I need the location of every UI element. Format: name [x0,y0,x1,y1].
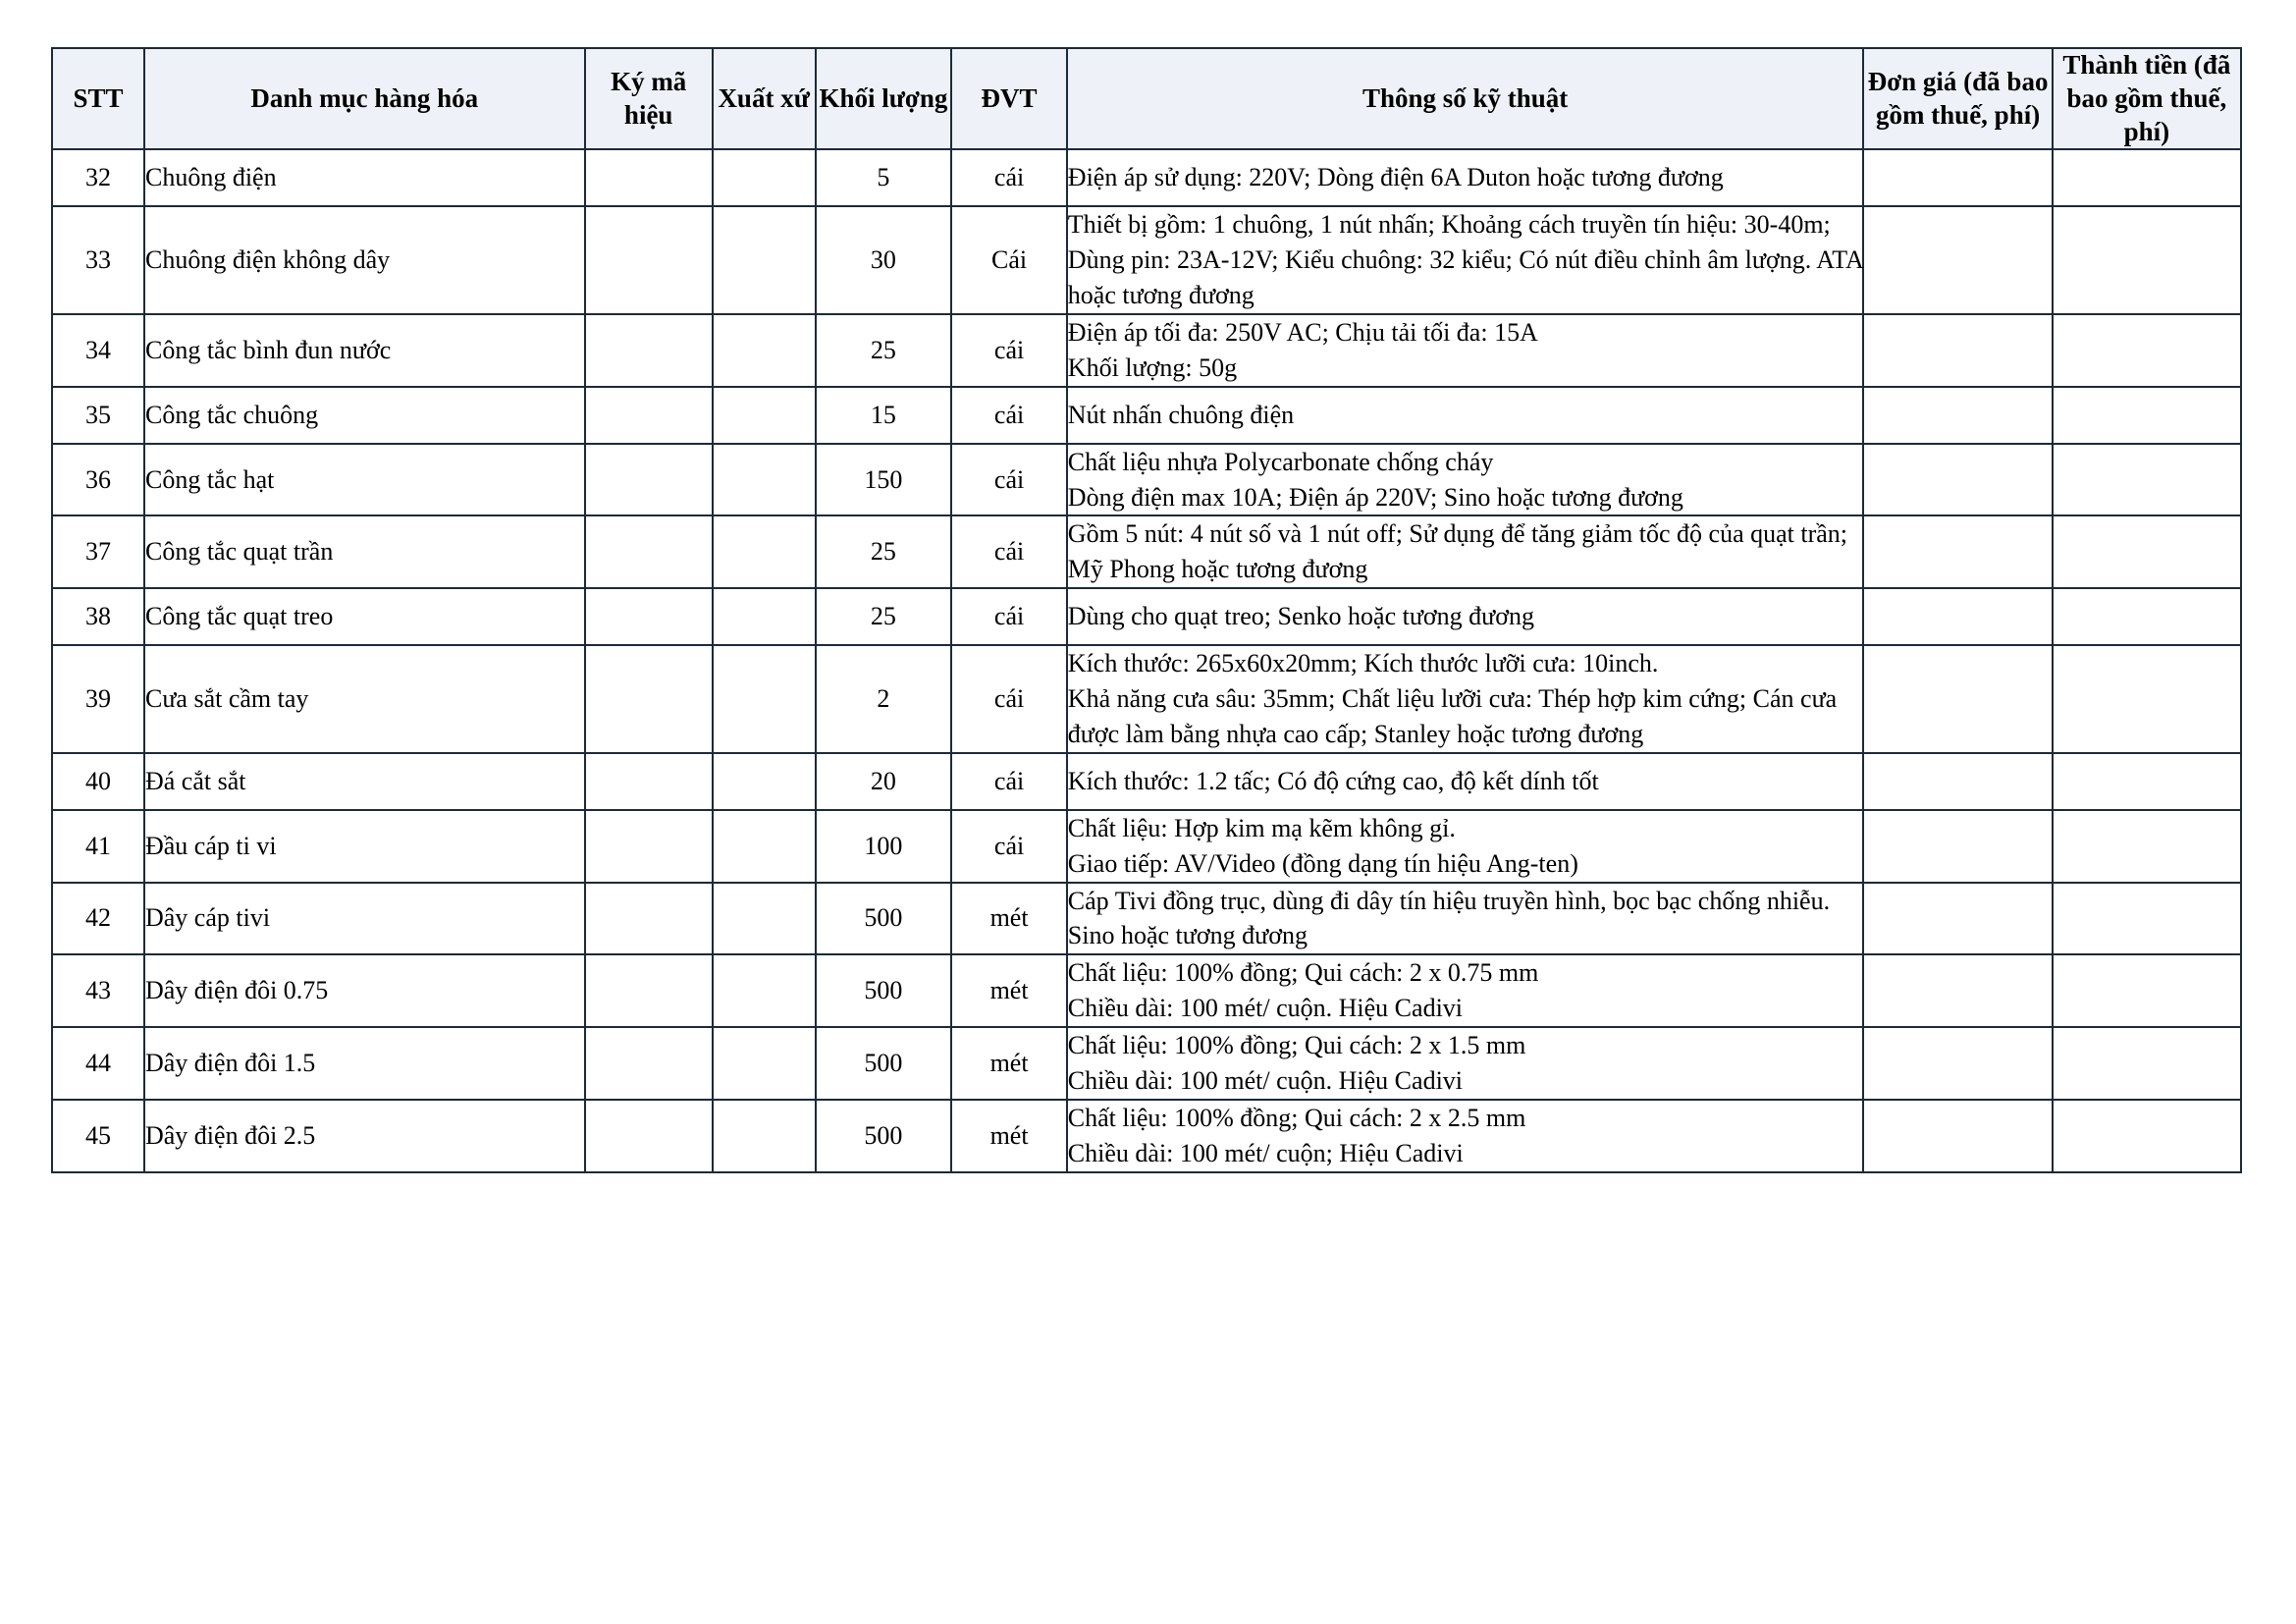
cell-unit: cái [951,753,1066,810]
header-name: Danh mục hàng hóa [144,48,585,149]
table-row [52,954,2241,1027]
spec-line: Chiều dài: 100 mét/ cuộn; Hiệu Cadivi [1067,1138,1464,1167]
cell-amount [2053,588,2241,645]
cell-code [585,1100,713,1172]
cell-quantity: 100 [816,810,952,883]
cell-amount [2053,1100,2241,1172]
cell-quantity: 150 [816,444,952,516]
cell-code [585,515,713,588]
spec-line: Chất liệu: Hợp kim mạ kẽm không gỉ. [1067,813,1456,842]
cell-unit: cái [951,314,1066,387]
spec-line: Chiều dài: 100 mét/ cuộn. Hiệu Cadivi [1067,1065,1464,1095]
cell-stt: 44 [52,1027,144,1100]
cell-code [585,206,713,314]
cell-amount [2053,387,2241,444]
spec-line: Chất liệu: 100% đồng; Qui cách: 2 x 2.5 mm [1067,1103,1526,1132]
cell-stt: 42 [52,883,144,955]
cell-stt: 33 [52,206,144,314]
spec-line: Khối lượng: 50g [1067,352,1238,382]
cell-unit-price [1863,645,2052,753]
spec-line: Dùng cho quạt treo; Senko hoặc tương đương [1067,602,1535,631]
table-row [52,645,2241,753]
cell-origin [713,206,816,314]
cell-code [585,1027,713,1100]
spec-line: Chất liệu: 100% đồng; Qui cách: 2 x 0.75 mm [1067,958,1539,988]
spec-line: Kích thước: 1.2 tấc; Có độ cứng cao, độ kết dính tốt [1067,766,1599,795]
spec-line: Cáp Tivi đồng trục, dùng đi dây tín hiệu truyền hình, bọc bạc chống nhiễu. Sino hoặc tương đương [1067,886,1831,950]
cell-code [585,645,713,753]
goods-table [51,47,2242,1173]
cell-unit: cái [951,645,1066,753]
cell-name: Dây điện đôi 2.5 [144,1100,585,1172]
cell-spec [1067,1027,1864,1100]
cell-quantity: 20 [816,753,952,810]
cell-spec [1067,314,1864,387]
cell-stt: 41 [52,810,144,883]
cell-unit-price [1863,149,2052,206]
cell-name: Công tắc quạt trần [144,515,585,588]
table-row [52,387,2241,444]
cell-unit-price [1863,883,2052,955]
cell-amount [2053,515,2241,588]
cell-unit-price [1863,1027,2052,1100]
cell-origin [713,1027,816,1100]
cell-stt: 36 [52,444,144,516]
cell-quantity: 5 [816,149,952,206]
cell-quantity: 25 [816,515,952,588]
cell-quantity: 500 [816,1100,952,1172]
cell-origin [713,810,816,883]
cell-origin [713,645,816,753]
cell-origin [713,149,816,206]
cell-quantity: 25 [816,314,952,387]
cell-code [585,588,713,645]
spec-line: Giao tiếp: AV/Video (đồng dạng tín hiệu Ang-ten) [1067,848,1578,878]
table-row [52,314,2241,387]
spec-line: Thiết bị gồm: 1 chuông, 1 nút nhấn; Khoảng cách truyền tín hiệu: 30-40m; Dùng pin: 23A-12V; Kiểu chuông: 32 kiểu; Có nút điều chỉnh âm lượng. ATA hoặc tương đương [1067,210,1863,309]
cell-unit: Cái [951,206,1066,314]
cell-spec [1067,206,1864,314]
cell-origin [713,1100,816,1172]
cell-name: Công tắc chuông [144,387,585,444]
cell-code [585,810,713,883]
cell-stt: 45 [52,1100,144,1172]
cell-name: Đầu cáp ti vi [144,810,585,883]
cell-stt: 32 [52,149,144,206]
cell-name: Chuông điện [144,149,585,206]
cell-stt: 39 [52,645,144,753]
table-row [52,206,2241,314]
header-unit-price: Đơn giá (đã bao gồm thuế, phí) [1863,48,2052,149]
cell-name: Dây điện đôi 1.5 [144,1027,585,1100]
spec-line: Khả năng cưa sâu: 35mm; Chất liệu lưỡi cưa: Thép hợp kim cứng; Cán cưa được làm bằng nhựa cao cấp; Stanley hoặc tương đương [1067,684,1838,748]
table-header [52,48,2241,149]
cell-quantity: 25 [816,588,952,645]
spec-line: Dòng điện max 10A; Điện áp 220V; Sino hoặc tương đương [1067,482,1683,512]
header-spec: Thông số kỹ thuật [1067,48,1864,149]
header-origin: Xuất xứ [713,48,816,149]
cell-spec [1067,753,1864,810]
cell-spec [1067,645,1864,753]
table-row [52,149,2241,206]
cell-code [585,444,713,516]
cell-amount [2053,753,2241,810]
cell-origin [713,444,816,516]
cell-spec [1067,149,1864,206]
header-row [52,48,2241,149]
spec-line: Gồm 5 nút: 4 nút số và 1 nút off; Sử dụng để tăng giảm tốc độ của quạt trần; Mỹ Phong hoặc tương đương [1067,519,1848,584]
cell-unit-price [1863,810,2052,883]
cell-spec [1067,1100,1864,1172]
cell-code [585,954,713,1027]
cell-stt: 43 [52,954,144,1027]
cell-code [585,387,713,444]
cell-unit-price [1863,1100,2052,1172]
cell-quantity: 15 [816,387,952,444]
cell-code [585,314,713,387]
spec-line: Điện áp sử dụng: 220V; Dòng điện 6A Duton hoặc tương đương [1067,163,1724,192]
table-row [52,444,2241,516]
cell-unit: cái [951,444,1066,516]
header-stt: STT [52,48,144,149]
cell-code [585,883,713,955]
cell-unit-price [1863,387,2052,444]
cell-origin [713,387,816,444]
spec-line: Chiều dài: 100 mét/ cuộn. Hiệu Cadivi [1067,994,1464,1023]
cell-unit: cái [951,810,1066,883]
cell-amount [2053,810,2241,883]
cell-stt: 37 [52,515,144,588]
cell-origin [713,883,816,955]
cell-spec [1067,387,1864,444]
table-row [52,515,2241,588]
cell-unit-price [1863,954,2052,1027]
table-row [52,588,2241,645]
cell-name: Cưa sắt cầm tay [144,645,585,753]
cell-amount [2053,314,2241,387]
cell-unit-price [1863,206,2052,314]
cell-unit-price [1863,444,2052,516]
table-row [52,810,2241,883]
table-body [52,149,2241,1171]
cell-unit-price [1863,515,2052,588]
cell-origin [713,515,816,588]
cell-spec [1067,883,1864,955]
cell-amount [2053,444,2241,516]
cell-quantity: 500 [816,1027,952,1100]
cell-amount [2053,1027,2241,1100]
cell-name: Dây cáp tivi [144,883,585,955]
cell-spec [1067,810,1864,883]
cell-origin [713,954,816,1027]
cell-unit: mét [951,1027,1066,1100]
cell-stt: 40 [52,753,144,810]
cell-origin [713,314,816,387]
cell-stt: 38 [52,588,144,645]
cell-unit: cái [951,387,1066,444]
cell-quantity: 30 [816,206,952,314]
cell-spec [1067,444,1864,516]
header-quantity: Khối lượng [816,48,952,149]
cell-stt: 34 [52,314,144,387]
cell-stt: 35 [52,387,144,444]
cell-amount [2053,954,2241,1027]
cell-amount [2053,206,2241,314]
cell-amount [2053,645,2241,753]
spec-line: Chất liệu: 100% đồng; Qui cách: 2 x 1.5 mm [1067,1031,1526,1059]
cell-unit: cái [951,588,1066,645]
cell-quantity: 500 [816,883,952,955]
cell-code [585,149,713,206]
cell-name: Đá cắt sắt [144,753,585,810]
cell-unit: cái [951,515,1066,588]
cell-origin [713,588,816,645]
spec-line: Điện áp tối đa: 250V AC; Chịu tải tối đa: 15A [1067,317,1538,347]
table-row [52,753,2241,810]
spec-line: Kích thước: 265x60x20mm; Kích thước lưỡi cưa: 10inch. [1067,649,1659,678]
cell-unit-price [1863,314,2052,387]
spec-line: Chất liệu nhựa Polycarbonate chống cháy [1067,447,1494,476]
cell-origin [713,753,816,810]
cell-code [585,753,713,810]
cell-unit: mét [951,1100,1066,1172]
table-row [52,883,2241,955]
spec-line: Nút nhấn chuông điện [1067,400,1295,429]
cell-name: Công tắc hạt [144,444,585,516]
table-row [52,1100,2241,1172]
cell-spec [1067,515,1864,588]
cell-name: Công tắc bình đun nước [144,314,585,387]
header-code: Ký mã hiệu [585,48,713,149]
cell-name: Công tắc quạt treo [144,588,585,645]
cell-name: Dây điện đôi 0.75 [144,954,585,1027]
cell-unit: mét [951,883,1066,955]
cell-amount [2053,883,2241,955]
cell-quantity: 500 [816,954,952,1027]
cell-spec [1067,588,1864,645]
cell-unit: mét [951,954,1066,1027]
cell-spec [1067,954,1864,1027]
header-amount: Thành tiền (đã bao gồm thuế, phí) [2053,48,2241,149]
cell-unit-price [1863,588,2052,645]
header-unit: ĐVT [951,48,1066,149]
cell-amount [2053,149,2241,206]
table-row [52,1027,2241,1100]
cell-quantity: 2 [816,645,952,753]
cell-name: Chuông điện không dây [144,206,585,314]
cell-unit-price [1863,753,2052,810]
cell-unit: cái [951,149,1066,206]
